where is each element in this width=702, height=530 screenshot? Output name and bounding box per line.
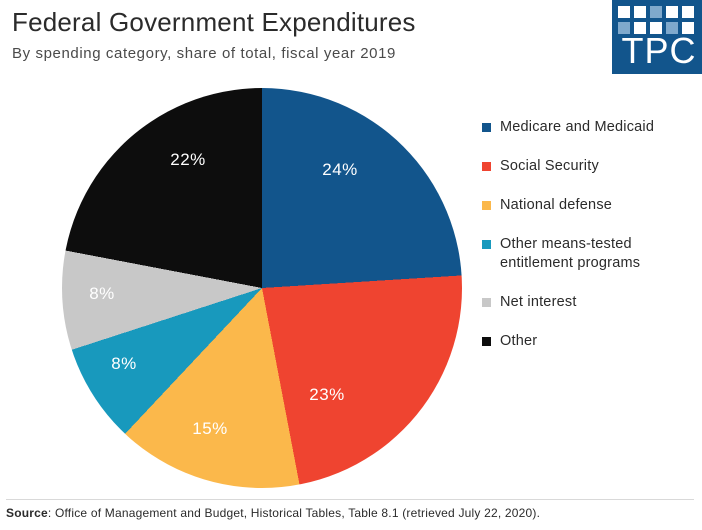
legend-swatch-icon xyxy=(482,123,491,132)
legend-swatch-icon xyxy=(482,240,491,249)
logo-text: TPC xyxy=(621,30,697,71)
page-title: Federal Government Expenditures xyxy=(12,7,416,37)
slice-value-label: 8% xyxy=(89,284,115,303)
legend-swatch-icon xyxy=(482,337,491,346)
legend-label: Other means-tested entitlement programs xyxy=(500,236,641,271)
footer-divider xyxy=(6,499,694,500)
legend-swatch-icon xyxy=(482,162,491,171)
legend-item[interactable] xyxy=(482,118,694,137)
chart-header xyxy=(12,6,612,64)
legend-label: Other xyxy=(500,333,538,349)
pie-chart xyxy=(62,88,462,488)
legend-swatch-icon xyxy=(482,298,491,307)
slice-value-label: 23% xyxy=(309,385,345,404)
legend-swatch-icon xyxy=(482,201,491,210)
slice-value-label: 15% xyxy=(192,419,228,438)
source-note xyxy=(6,505,696,521)
chart-legend xyxy=(482,118,694,371)
source-text: : Office of Management and Budget, Historical Tables, Table 8.1 (retrieved July 22, 2020). xyxy=(47,506,541,520)
slice-value-label: 22% xyxy=(170,150,206,169)
legend-item[interactable] xyxy=(482,235,694,273)
legend-label: Medicare and Medicaid xyxy=(500,119,655,135)
source-label: Source xyxy=(6,506,48,520)
pie-wrap xyxy=(62,88,462,488)
legend-label: Social Security xyxy=(500,158,599,174)
legend-item[interactable] xyxy=(482,293,694,312)
slice-value-label: 8% xyxy=(111,354,137,373)
pie-slices xyxy=(62,88,462,488)
legend-label: National defense xyxy=(500,197,613,213)
legend-label: Net interest xyxy=(500,294,577,310)
chart-subtitle: By spending category, share of total, fiscal year 2019 xyxy=(12,45,396,62)
tpc-logo xyxy=(612,0,702,74)
legend-item[interactable] xyxy=(482,332,694,351)
legend-item[interactable] xyxy=(482,196,694,215)
slice-value-label: 24% xyxy=(322,160,358,179)
legend-item[interactable] xyxy=(482,157,694,176)
